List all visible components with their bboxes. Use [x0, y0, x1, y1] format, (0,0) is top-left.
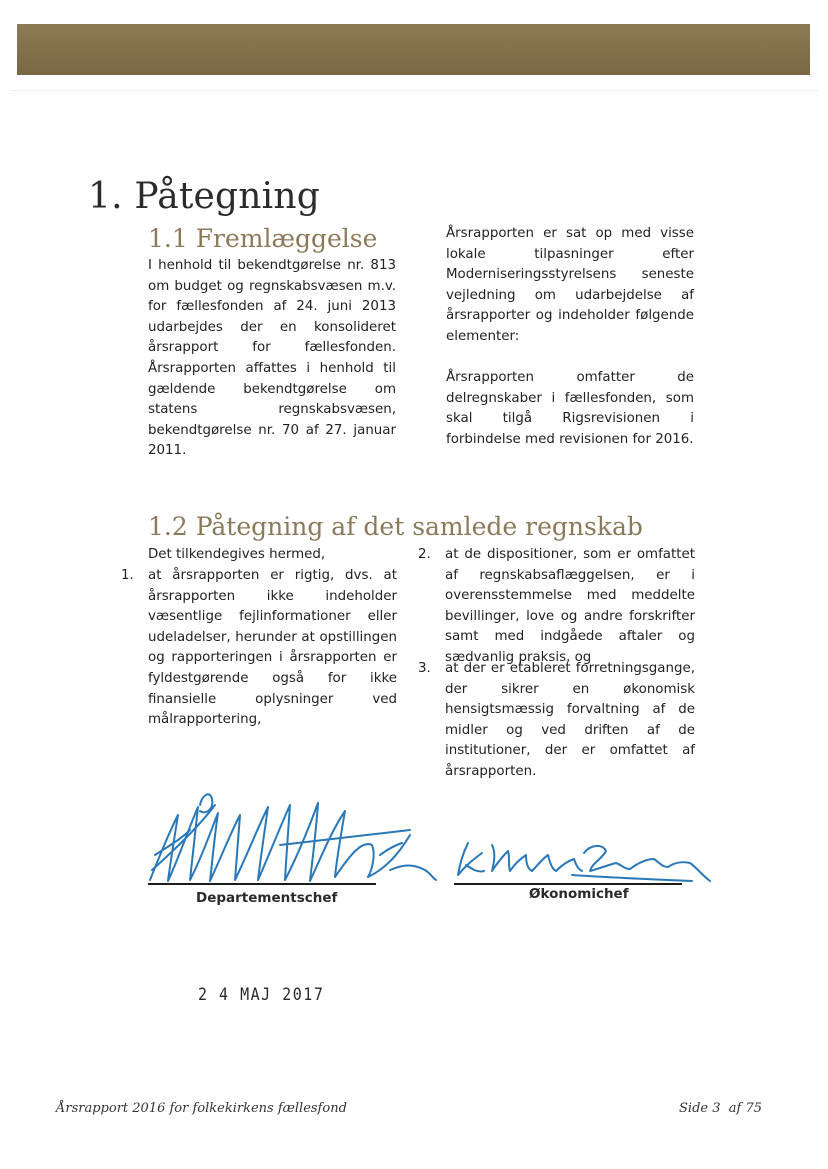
list-item-1 [121, 566, 398, 728]
list-item-3 [418, 659, 695, 779]
okonomichef-label: Økonomichef [529, 886, 629, 902]
list-item-text: at årsrapporten er rigtig, dvs. at årsrapporten ikke indeholder væsentlige fejlinformationer eller udeladelser, herunder at opstillingen og rapporteringen i årsrapporten er fyldestgørende også for ikke finansielle oplysninger ved målrapportering, [148, 568, 397, 728]
list-item-number: 2. [418, 547, 431, 562]
section-1-left-paragraph: I henhold til bekendtgørelse nr. 813 om budget og regnskabsvæsen m.v. for fællesfonden af 24. juni 2013 udarbejdes der en konsolideret årsrapport for fællesfonden. Årsrapporten affattes i henhold til gældende bekendtgørelse om statens regnskabsvæsen, bekendtgørelse nr. 70 af 27. januar 2011. [148, 258, 396, 459]
section-1-right-paragraph-1: Årsrapporten er sat op med visse lokale tilpasninger efter Moderniseringsstyrelsens seneste vejledning om udarbejdelse af årsrapporter og indeholder følgende elementer: [446, 226, 694, 344]
header-divider [10, 90, 818, 91]
departementschef-signature [140, 785, 440, 895]
section-2-intro: Det tilkendegives hermed, [148, 547, 326, 562]
list-item-text: at der er etableret forretningsgange, der sikrer en økonomisk hensigtsmæssig forvaltning af de midler og ved driften af de institutioner, der er omfattet af årsrapporten. [445, 661, 695, 779]
departementschef-signature-line [148, 883, 376, 885]
section-1-right-column [446, 224, 694, 451]
departementschef-label: Departementschef [196, 890, 338, 906]
list-item-2 [418, 545, 695, 665]
list-item-number: 3. [418, 661, 431, 676]
section-1-title: 1.1 Fremlæggelse [148, 224, 378, 253]
section-1-right-paragraph-2: Årsrapporten omfatter de delregnskaber i fællesfonden, som skal tilgå Rigsrevisionen i forbindelse med revisionen for 2016. [446, 370, 694, 447]
list-item-number: 1. [121, 568, 134, 583]
section-2-title: 1.2 Påtegning af det samlede regnskab [148, 512, 643, 541]
date-stamp: 2 4 MAJ 2017 [198, 983, 325, 1005]
footer-title: Årsrapport 2016 for folkekirkens fællesfond [56, 1101, 347, 1116]
section-1-left-column [148, 256, 396, 462]
header-banner [17, 24, 810, 75]
okonomichef-signature-line [454, 883, 682, 885]
list-item-text: at de dispositioner, som er omfattet af regnskabsaflæggelsen, er i overensstemmelse med meddelte bevillinger, love og andre forskrifter samt med indgåede aftaler og sædvanlig praksis, og [445, 547, 695, 665]
page-title: 1. Påtegning [88, 176, 321, 217]
footer-page-number: Side 3 af 75 [679, 1101, 762, 1116]
